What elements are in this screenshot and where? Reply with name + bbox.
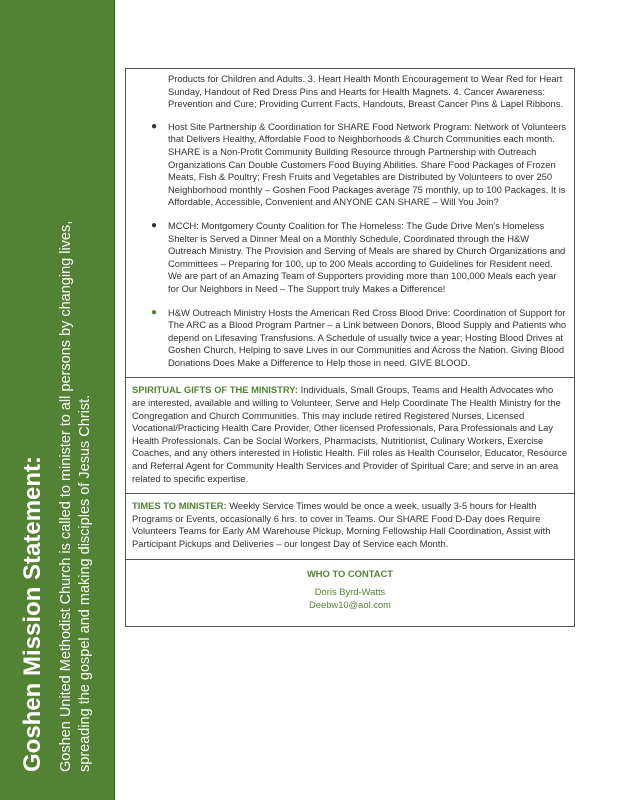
bullet-icon: ● (151, 306, 158, 318)
list-item (132, 307, 568, 370)
mission-statement (19, 20, 95, 780)
ministry-details-box (125, 68, 575, 627)
times-section (126, 494, 574, 559)
bullet-icon: ● (151, 219, 158, 231)
list-item-text: H&W Outreach Ministry Hosts the American Red Cross Blood Drive: Coordination of Support for The ARC as a Blood Program Partner – a Link between Donors, Blood Supply and Patients who depend on Lifesaving Transfusions. A Schedule of usually twice a year; Hosting Blood Drives at Goshen Church, Helping to save Lives in our Communities and Across the Nation. Giving Blood Donations Does Make a Difference to Help those in need. GIVE BLOOD. (168, 306, 567, 368)
bullet-icon: ● (151, 120, 158, 132)
times-heading: TIMES TO MINISTER: (132, 500, 227, 512)
contact-name: Doris Byrd-Watts (314, 586, 386, 598)
times-text: Weekly Service Times would be once a week, usually 3-5 hours for Health Programs or Events, occasionally 6 hrs. to cover in Teams. Our SHARE Food D-Day does Require Volunteers Teams for Early AM Warehouse Pickup, Morning Fellowship Hall Coordination, Assist with Participant Pickups and Deliveries – our longest Day of Service each Month. (132, 500, 551, 549)
mission-line-1: Goshen United Methodist Church is called to minister to all persons by changing lives, (58, 220, 74, 772)
contact-section (126, 560, 574, 626)
contact-email[interactable]: Deebw10@aol.com (309, 598, 391, 610)
list-item-text: Host Site Partnership & Coordination for SHARE Food Network Program: Network of Volunteers that Delivers Healthy, Affordable Food to Neighborhoods & Church Communities each month. SHARE is a Non-Profit Community Building Resource through Partnership with Outreach Organizations Can Double Customers Food Buying Abilities. Share Food Packages of Frozen Meats, Fish & Poultry; Fresh Fruits and Vegetables are Distributed by Volunteers to over 250 Neighborhood monthly – Goshen Food Packages average 75 monthly, up to 100 Packages. It is Affordable, Accessible, Convenient and ANYONE CAN SHARE – Will You Join? (168, 120, 567, 208)
list-item (132, 121, 568, 209)
mission-title: Goshen Mission Statement: (19, 455, 46, 772)
list-item-text: MCCH: Montgomery County Coalition for The Homeless: The Gude Drive Men’s Homeless Shelter is Served a Dinner Meal on a Monthly Schedule, Coordinated through the H&W Outreach Ministry. The Provision and Serving of Meals are shared by Church Organizations and Committees – Preparing for 100, up to 200 Meals according to Guidelines for Resident need. We are part of an Amazing Team of Supporters providing more than 100,000 Meals each year for Our Neighbors in Need – The Support truly Makes a Difference! (168, 219, 566, 294)
continued-text: Products for Children and Adults. 3. Heart Health Month Encouragement to Wear Red for Heart Sunday, Handout of Red Dress Pins and Hearts for Health Magnets. 4. Cancer Awareness: Prevention and Cure; Providing Current Facts, Handouts, Breast Cancer Pins & Lapel Ribbons. (168, 73, 563, 110)
contact-heading: WHO TO CONTACT (306, 567, 394, 579)
list-item (132, 220, 568, 296)
spiritual-gifts-text: Individuals, Small Groups, Teams and Health Advocates who are interested, available and willing to Volunteer, Serve and Help Coordinate The Health Ministry for the Congregation and Church Communities. This may include retired Registered Nurses, Licensed Vocational/Practicing Health Care Provider, Other licensed Professionals, Para Professionals and Lay Health Professionals. Can be Social Workers, Pharmacists, Nutritionist, Culinary Workers, Exercise Coaches, and any others interested in Holistic Health. Fill roles as Health Counselor, Educator, Resource and Referral Agent for Community Health Services and Provider of Spiritual Care; and serve in an area related to specific expertise. (132, 384, 568, 484)
spiritual-gifts-heading: SPIRITUAL GIFTS OF THE MINISTRY: (132, 384, 298, 396)
mission-sidebar (0, 0, 115, 800)
spiritual-gifts-section (126, 378, 574, 494)
mission-line-2: spreading the gospel and making disciples of Jesus Christ. (77, 394, 93, 772)
program-list-section (126, 69, 574, 378)
